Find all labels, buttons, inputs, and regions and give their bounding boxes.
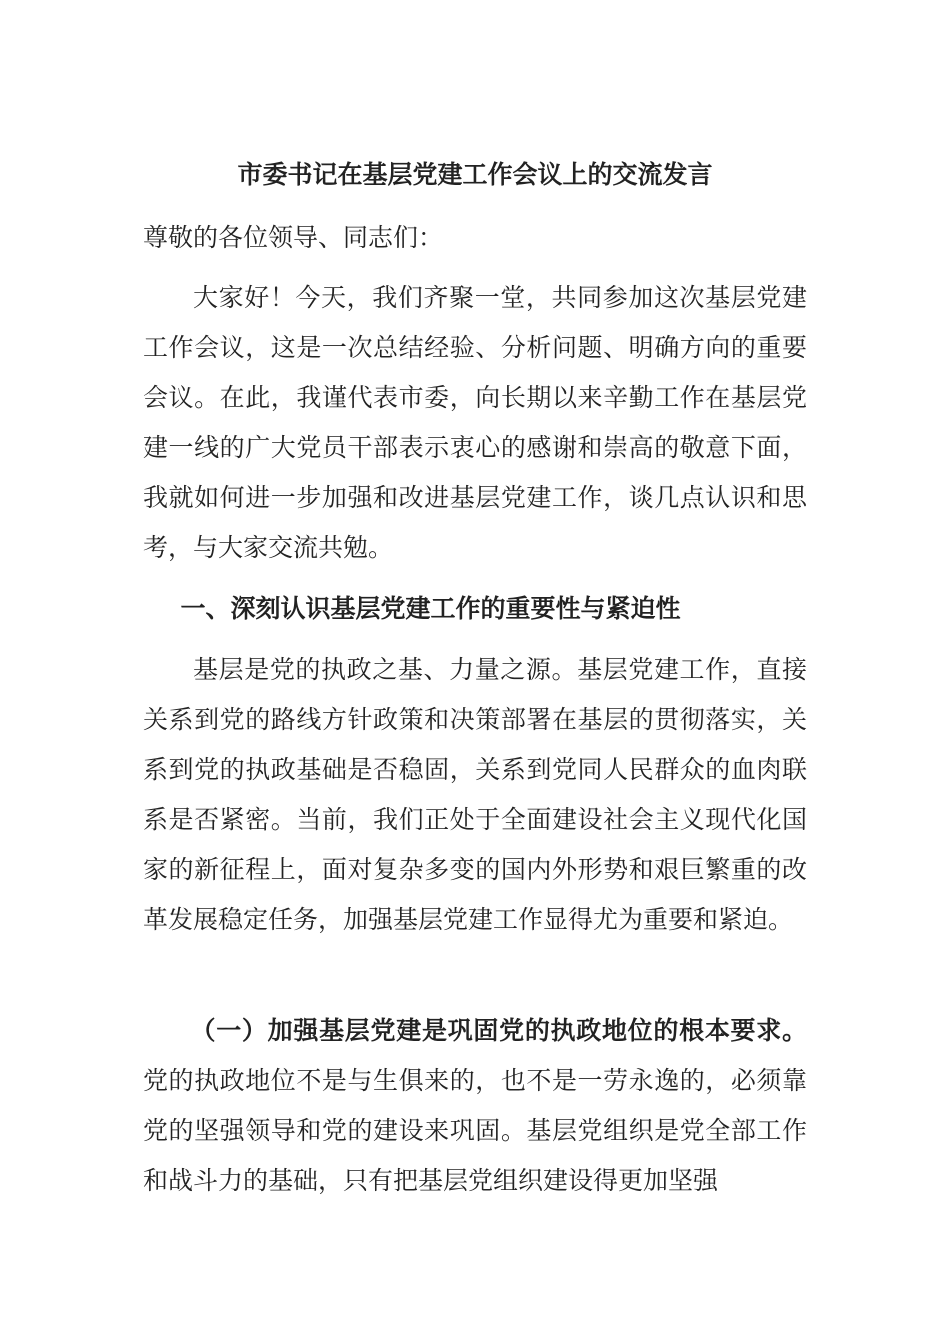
document-page	[143, 0, 807, 1344]
section-heading-1: 一、深刻认识基层党建工作的重要性与紧迫性	[180, 594, 681, 623]
section-1-paragraph: 基层是党的执政之基、力量之源。基层党建工作，直接关系到党的路线方针政策和决策部署在基层的贯彻落实，关系到党的执政基础是否稳固，关系到党同人民群众的血肉联系是否紧密。当前，我们正处于全面建设社会主义现代化国家的新征程上，面对复杂多变的国内外形势和艰巨繁重的改革发展稳定任务，加强基层党建工作显得尤为重要和紧迫。	[143, 655, 807, 934]
subsection-1-body: 党的执政地位不是与生俱来的，也不是一劳永逸的，必须靠党的坚强领导和党的建设来巩固。基层党组织是党全部工作和战斗力的基础，只有把基层党组织建设得更加坚强	[143, 1066, 807, 1195]
document-title: 市委书记在基层党建工作会议上的交流发言	[237, 160, 713, 189]
intro-paragraph: 大家好！今天，我们齐聚一堂，共同参加这次基层党建工作会议，这是一次总结经验、分析问题、明确方向的重要会议。在此，我谨代表市委，向长期以来辛勤工作在基层党建一线的广大党员干部表示衷心的感谢和崇高的敬意下面，我就如何进一步加强和改进基层党建工作，谈几点认识和思考，与大家交流共勉。	[143, 283, 807, 562]
subsection-1-paragraph	[143, 1006, 807, 1206]
subsection-heading-1: （一）加强基层党建是巩固党的执政地位的根本要求。	[190, 1016, 807, 1045]
salutation: 尊敬的各位领导、同志们：	[143, 223, 444, 252]
